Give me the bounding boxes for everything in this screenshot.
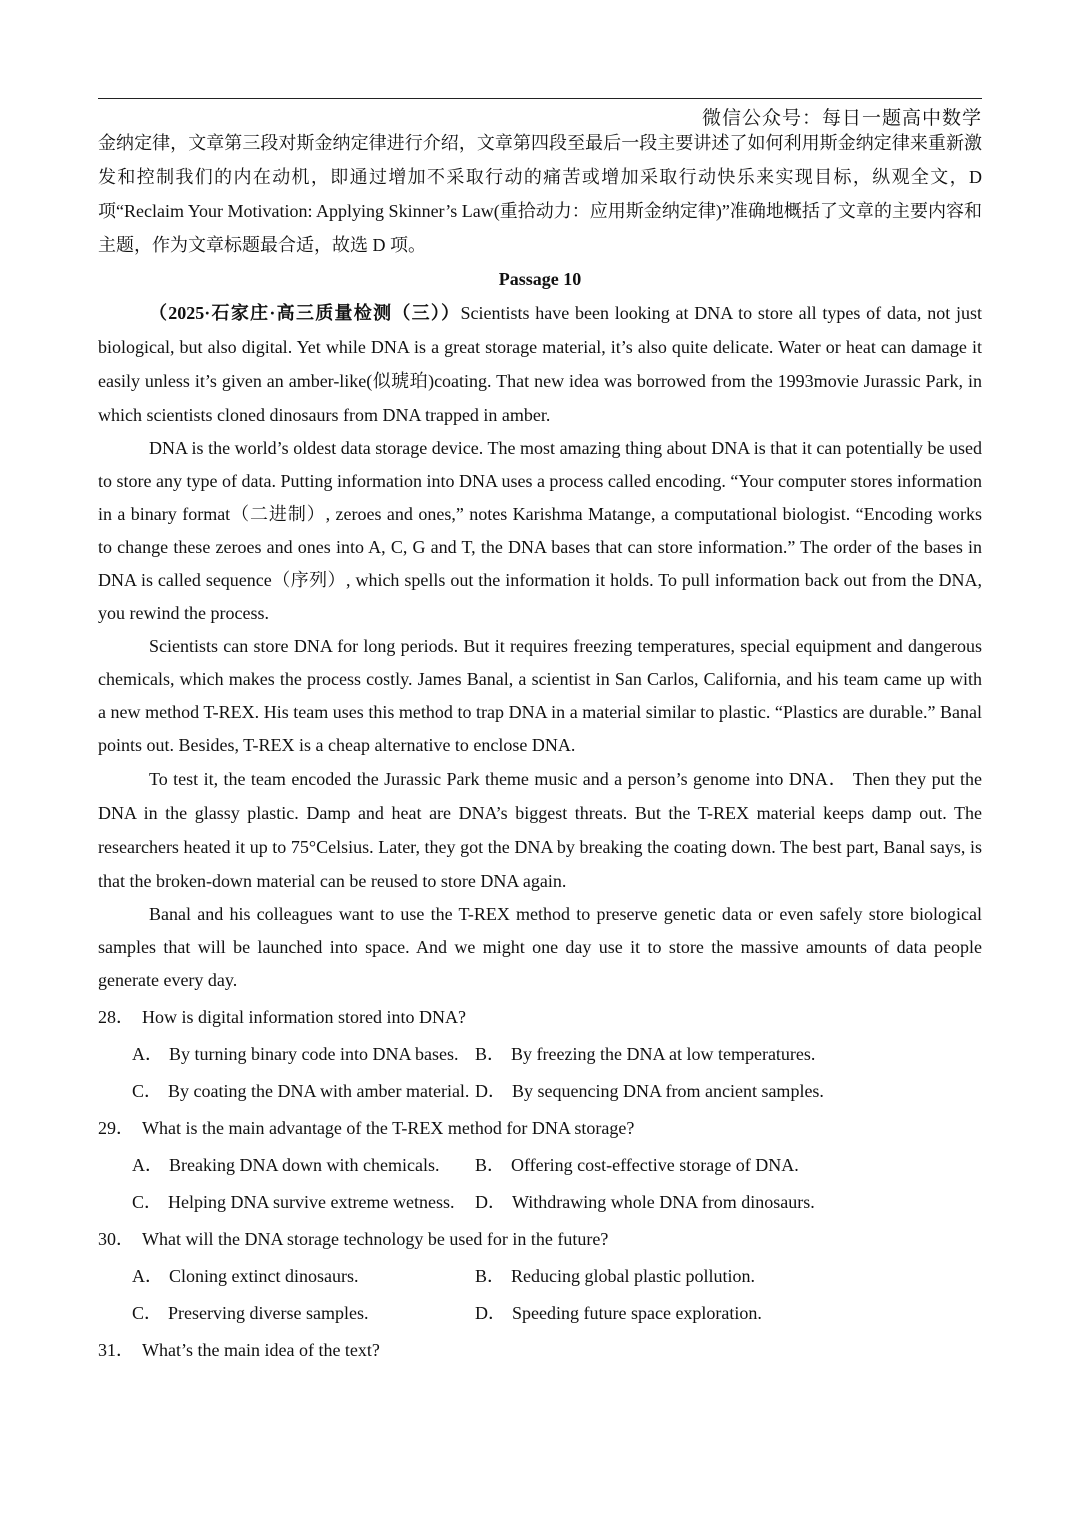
option-text: By freezing the DNA at low temperatures. (511, 1044, 816, 1064)
option-label: D． (475, 1081, 506, 1101)
questions-section (98, 1001, 982, 1366)
option-text: Helping DNA survive extreme wetness. (168, 1192, 455, 1212)
option-label: A． (132, 1044, 163, 1064)
option-text: Speeding future space exploration. (512, 1303, 762, 1323)
option-label: C． (132, 1081, 163, 1101)
question-text: What’s the main idea of the text? (142, 1340, 380, 1360)
option-text: Breaking DNA down with chemicals. (169, 1155, 440, 1175)
option-c (132, 1075, 475, 1107)
question-29-options (132, 1149, 982, 1218)
question-28 (98, 1001, 982, 1033)
option-a (132, 1149, 475, 1181)
question-text: What will the DNA storage technology be used for in the future? (142, 1229, 609, 1249)
option-text: By sequencing DNA from ancient samples. (512, 1081, 824, 1101)
question-29 (98, 1112, 982, 1144)
option-a (132, 1038, 475, 1070)
passage-source: （2025·石家庄·高三质量检测（三）） (149, 303, 461, 323)
option-text: Preserving diverse samples. (168, 1303, 369, 1323)
question-28-options (132, 1038, 982, 1107)
option-label: C． (132, 1303, 163, 1323)
option-d (475, 1297, 875, 1329)
passage-title: Passage 10 (498, 269, 582, 289)
question-text: How is digital information stored into DNA? (142, 1007, 466, 1027)
option-d (475, 1186, 875, 1218)
header-wechat-text: 微信公众号：每日一题高中数学 (701, 107, 982, 129)
option-d (475, 1075, 875, 1107)
question-number: 31． (98, 1340, 134, 1360)
option-b (475, 1149, 875, 1181)
option-c (132, 1186, 475, 1218)
option-label: A． (132, 1266, 163, 1286)
option-label: D． (475, 1303, 506, 1323)
question-number: 29． (98, 1118, 134, 1138)
previous-explanation: 金纳定律，文章第三段对斯金纳定律进行介绍，文章第四段至最后一段主要讲述了如何利用斯金纳定律来重新激发和控制我们的内在动机，即通过增加不采取行动的痛苦或增加采取行动快乐来实现目标，纵观全文，D 项“Reclaim Your Motivation: Applying Skinner’s Law(重拾动力：应用斯金纳定律)”准确地概括了文章的主要内容和主题，作为文章标题最合适，故选 D 项。 (98, 133, 982, 255)
option-label: B． (475, 1266, 506, 1286)
question-number: 30． (98, 1229, 134, 1249)
option-b (475, 1038, 875, 1070)
question-30 (98, 1223, 982, 1255)
header-rule (98, 98, 982, 99)
question-30-options (132, 1260, 982, 1329)
question-text: What is the main advantage of the T-REX method for DNA storage? (142, 1118, 635, 1138)
passage-paragraph-1 (98, 296, 982, 432)
option-label: D． (475, 1192, 506, 1212)
option-c (132, 1297, 475, 1329)
option-text: Offering cost-effective storage of DNA. (511, 1155, 799, 1175)
option-text: By turning binary code into DNA bases. (169, 1044, 459, 1064)
option-text: By coating the DNA with amber material. (168, 1081, 470, 1101)
option-text: Withdrawing whole DNA from dinosaurs. (512, 1192, 815, 1212)
passage-paragraph-5: Banal and his colleagues want to use the T-REX method to preserve genetic data or even safely store biological samples that will be launched into space. And we might one day use it to store the massive amounts of data people generate every day. (98, 904, 982, 990)
passage-paragraph-3: Scientists can store DNA for long periods. But it requires freezing temperatures, special equipment and dangerous chemicals, which makes the process costly. James Banal, a scientist in San Carlos, California, and his team came up with a new method T-REX. His team uses this method to trap DNA in a material similar to plastic. “Plastics are durable.” Banal points out. Besides, T-REX is a cheap alternative to enclose DNA. (98, 636, 982, 755)
question-31 (98, 1334, 982, 1366)
option-b (475, 1260, 875, 1292)
question-number: 28． (98, 1007, 134, 1027)
passage-paragraph-2: DNA is the world’s oldest data storage device. The most amazing thing about DNA is that it can potentially be used to store any type of data. Putting information into DNA uses a process called encoding. “Your computer stores information in a binary format（二进制）, zeroes and ones,” notes Karishma Matange, a computational biologist. “Encoding works to change these zeroes and ones into A, C, G and T, the DNA bases that can store information.” The order of the bases in DNA is called sequence（序列）, which spells out the information it holds. To pull information back out from the DNA, you rewind the process. (98, 438, 982, 623)
option-label: C． (132, 1192, 163, 1212)
option-label: B． (475, 1044, 506, 1064)
option-label: A． (132, 1155, 163, 1175)
option-label: B． (475, 1155, 506, 1175)
option-a (132, 1260, 475, 1292)
passage-paragraph-4: To test it, the team encoded the Jurassic Park theme music and a person’s genome into DNA． Then they put the DNA in the glassy plastic. Damp and heat are DNA’s biggest threats. But the T-REX material keeps damp out. The researchers heated it up to 75°Celsius. Later, they got the DNA by breaking the coating down. The best part, Banal says, is that the broken-down material can be reused to store DNA again. (98, 769, 982, 891)
document-body (98, 126, 982, 1366)
option-text: Cloning extinct dinosaurs. (169, 1266, 359, 1286)
option-text: Reducing global plastic pollution. (511, 1266, 755, 1286)
passage-paragraph-1-text: Scientists have been looking at DNA to store all types of data, not just biological, but also digital. Yet while DNA is a great storage material, it’s also quite delicate. Water or heat can damage it easily unless it’s given an amber-like(似琥珀)coating. That new idea was borrowed from the 1993movie Jurassic Park, in which scientists cloned dinosaurs from DNA trapped in amber. (98, 303, 982, 425)
